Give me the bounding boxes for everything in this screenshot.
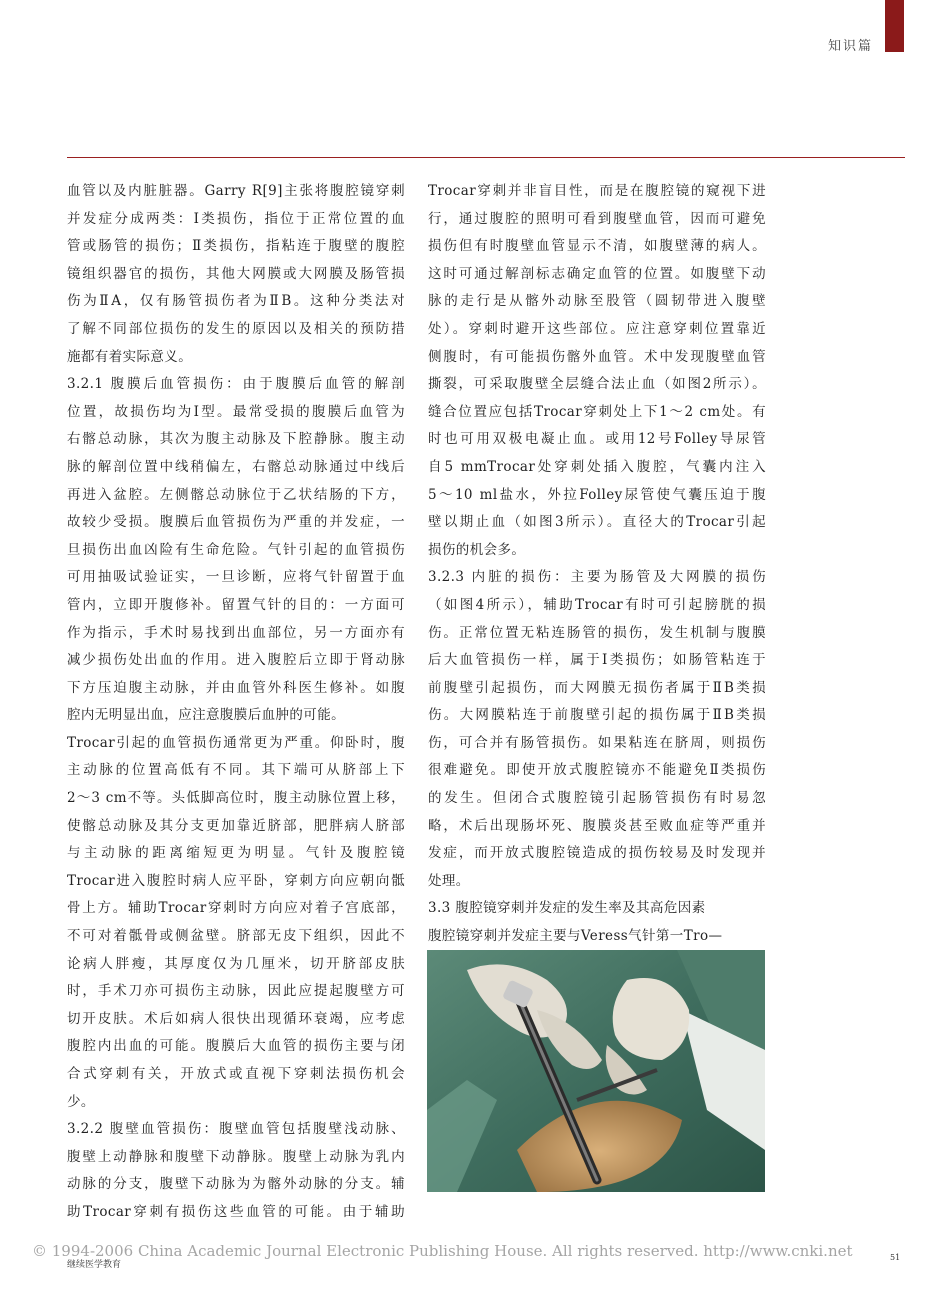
text-line: 处理。 [428, 872, 470, 889]
text-line: 时也可用双极电凝止血。或用12号Folley导尿管 [428, 431, 766, 448]
text-line: 管内，立即开腹修补。留置气针的目的：一方面可 [67, 596, 405, 613]
text-line: 动脉的分支，腹壁下动脉为为髂外动脉的分支。辅 [67, 1176, 405, 1193]
text-line: Trocar进入腹腔时病人应平卧，穿刺方向应朝向骶 [67, 872, 405, 889]
text-line: 可用抽吸试验证实，一旦诊断，应将气针留置于血 [67, 569, 405, 586]
journal-name: 继续医学教育 [67, 1260, 122, 1270]
text-line: 助Trocar穿刺有损伤这些血管的可能。由于辅助 [67, 1203, 405, 1220]
text-line: 右髂总动脉，其次为腹主动脉及下腔静脉。腹主动 [67, 431, 405, 448]
text-line: 使髂总动脉及其分支更加靠近脐部，肥胖病人脐部 [67, 817, 405, 834]
surgical-photo [427, 950, 765, 1192]
text-line: 伤为ⅡA，仅有肠管损伤者为ⅡB。这种分类法对 [67, 293, 405, 310]
text-line: 与主动脉的距离缩短更为明显。气针及腹腔镜 [67, 845, 405, 862]
text-line: 自5 mmTrocar处穿刺处插入腹腔，气囊内注入 [428, 458, 766, 475]
text-line: 行，通过腹腔的照明可看到腹壁血管，因而可避免 [428, 210, 766, 227]
text-line: 管或肠管的损伤；Ⅱ类损伤，指粘连于腹壁的腹腔 [67, 238, 405, 255]
section-label: 知识篇 [828, 39, 874, 54]
text-line: 伤。大网膜粘连于前腹壁引起的损伤属于ⅡB类损 [428, 707, 766, 724]
text-line: 5～10 ml盐水，外拉Folley尿管使气囊压迫于腹 [428, 486, 766, 503]
text-line: 下方压迫腹主动脉，并由血管外科医生修补。如腹 [67, 679, 405, 696]
text-line: 血管以及内脏脏器。Garry R[9]主张将腹腔镜穿刺 [67, 183, 405, 199]
text-line: 时，手术刀亦可损伤主动脉，因此应提起腹壁方可 [67, 983, 405, 1000]
text-line: 很难避免。即使开放式腹腔镜亦不能避免Ⅱ类损伤 [428, 762, 766, 779]
text-line: 的发生。但闭合式腹腔镜引起肠管损伤有时易忽 [428, 790, 766, 807]
text-line: 脉的走行是从髂外动脉至股管（圆韧带进入腹壁 [428, 293, 766, 310]
text-line: 缝合位置应包括Trocar穿刺处上下1～2 cm处。有 [428, 403, 766, 420]
text-line: 腹腔镜穿刺并发症主要与Veress气针第一Tro— [428, 928, 723, 945]
text-line: （如图4所示），辅助Trocar有时可引起膀胱的损 [428, 596, 766, 613]
text-line: 发症，而开放式腹腔镜造成的损伤较易及时发现并 [428, 845, 766, 862]
right-text-column [428, 178, 766, 951]
text-line: 并发症分成两类：Ⅰ类损伤，指位于正常位置的血 [67, 210, 405, 227]
text-line: 再进入盆腔。左侧髂总动脉位于乙状结肠的下方， [67, 486, 405, 503]
text-line: 减少损伤处出血的作用。进入腹腔后立即于肾动脉 [67, 652, 405, 669]
copyright-watermark: © 1994-2006 China Academic Journal Electronic Publishing House. All rights reserved. http://www.cnki.net [32, 1242, 853, 1260]
text-line: 壁以期止血（如图3所示）。直径大的Trocar引起 [428, 514, 766, 531]
text-line: 略，术后出现肠坏死、腹膜炎甚至败血症等严重并 [428, 817, 766, 834]
text-line: 骨上方。辅助Trocar穿刺时方向应对着子宫底部， [67, 900, 405, 917]
text-line: 损伤但有时腹壁血管显示不清，如腹壁薄的病人。 [428, 238, 766, 255]
text-line: 施都有着实际意义。 [67, 348, 193, 365]
text-line: 撕裂，可采取腹壁全层缝合法止血（如图2所示）。 [428, 376, 766, 393]
text-line: 不可对着骶骨或侧盆壁。脐部无皮下组织，因此不 [67, 928, 405, 945]
text-line: 少。 [67, 1093, 95, 1110]
text-line: 镜组织器官的损伤，其他大网膜或大网膜及肠管损 [67, 265, 405, 282]
header-rule [67, 157, 905, 158]
text-line: 3.3 腹腔镜穿刺并发症的发生率及其高危因素 [428, 900, 706, 917]
surgical-photo-illustration [427, 950, 765, 1192]
text-line: 论病人胖瘦，其厚度仅为几厘米，切开脐部皮肤 [67, 955, 405, 972]
text-line: 腹壁上动静脉和腹壁下动静脉。腹壁上动脉为乳内 [67, 1148, 405, 1165]
text-line: 切开皮肤。术后如病人很快出现循环衰竭，应考虑 [67, 1010, 405, 1027]
text-line: 2～3 cm不等。头低脚高位时，腹主动脉位置上移， [67, 790, 405, 807]
text-line: 了解不同部位损伤的发生的原因以及相关的预防措 [67, 320, 405, 337]
page-number: 51 [890, 1253, 901, 1262]
text-line: 处）。穿刺时避开这些部位。应注意穿刺位置靠近 [428, 320, 766, 337]
text-line: 主动脉的位置高低有不同。其下端可从脐部上下 [67, 762, 405, 779]
text-line: Trocar引起的血管损伤通常更为严重。仰卧时，腹 [67, 734, 405, 751]
text-line: 伤，可合并有肠管损伤。如果粘连在脐周，则损伤 [428, 734, 766, 751]
text-line: 3.2.3 内脏的损伤：主要为肠管及大网膜的损伤 [428, 569, 766, 586]
section-color-tab [885, 0, 904, 52]
text-line: 旦损伤出血凶险有生命危险。气针引起的血管损伤 [67, 541, 405, 558]
text-line: 损伤的机会多。 [428, 541, 526, 558]
text-line: 腹腔内出血的可能。腹膜后大血管的损伤主要与闭 [67, 1038, 405, 1055]
text-line: 位置，故损伤均为Ⅰ型。最常受损的腹膜后血管为 [67, 403, 405, 420]
text-line: 3.2.2 腹壁血管损伤：腹壁血管包括腹壁浅动脉、 [67, 1121, 405, 1138]
text-line: 后大血管损伤一样，属于Ⅰ类损伤；如肠管粘连于 [428, 652, 766, 669]
text-line: 这时可通过解剖标志确定血管的位置。如腹壁下动 [428, 265, 766, 282]
text-line: 腔内无明显出血，应注意腹膜后血肿的可能。 [67, 707, 345, 724]
text-line: 故较少受损。腹膜后血管损伤为严重的并发症，一 [67, 514, 405, 531]
left-text-column [67, 178, 405, 1227]
text-line: 作为指示，手术时易找到出血部位，另一方面亦有 [67, 624, 405, 641]
text-line: 3.2.1 腹膜后血管损伤：由于腹膜后血管的解剖 [67, 376, 405, 393]
text-line: 侧腹时，有可能损伤髂外血管。术中发现腹壁血管 [428, 348, 766, 365]
text-line: 合式穿刺有关，开放式或直视下穿刺法损伤机会 [67, 1066, 405, 1082]
text-line: Trocar穿刺并非盲目性，而是在腹腔镜的窥视下进 [428, 183, 766, 199]
text-line: 伤。正常位置无粘连肠管的损伤，发生机制与腹膜 [428, 624, 766, 641]
text-line: 前腹壁引起损伤，而大网膜无损伤者属于ⅡB类损 [428, 679, 766, 696]
text-line: 脉的解剖位置中线稍偏左，右髂总动脉通过中线后 [67, 458, 405, 475]
